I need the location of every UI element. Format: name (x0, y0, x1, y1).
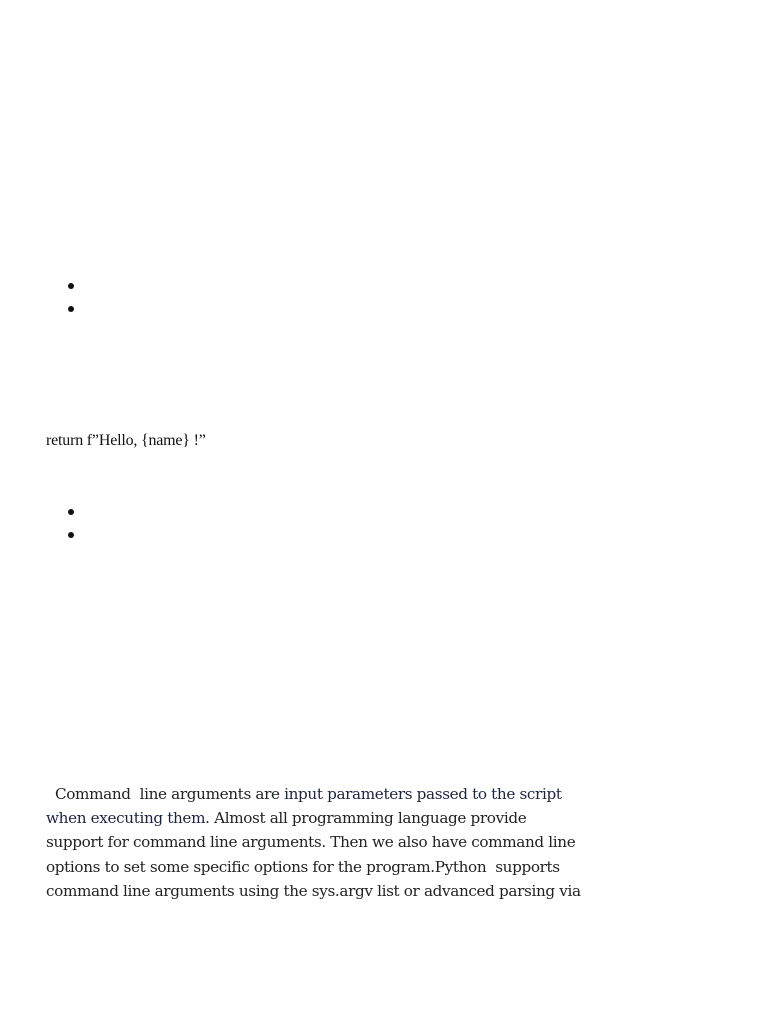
paragraph-line-4: options to set some specific options for the program.Python supports (46, 857, 560, 876)
code-line: return f”Hello, {name} !” (46, 432, 206, 449)
paragraph-line-2 (46, 806, 606, 830)
bullet-point (68, 306, 74, 312)
paragraph-text: . Almost all programming language provide (205, 809, 527, 828)
bullet-point (68, 532, 74, 538)
bullet-point (68, 509, 74, 515)
highlighted-text: when executing them (46, 809, 206, 828)
body-paragraph (46, 782, 606, 903)
paragraph-text: Command line arguments are (46, 785, 285, 803)
paragraph-line-5: command line arguments using the sys.argv list or advanced parsing via (46, 881, 581, 900)
paragraph-line-3: support for command line arguments. Then we also have command line (46, 833, 576, 852)
highlighted-text: input parameters passed to the script (284, 785, 562, 803)
paragraph-line-1 (46, 782, 606, 806)
bullet-point (68, 283, 74, 289)
